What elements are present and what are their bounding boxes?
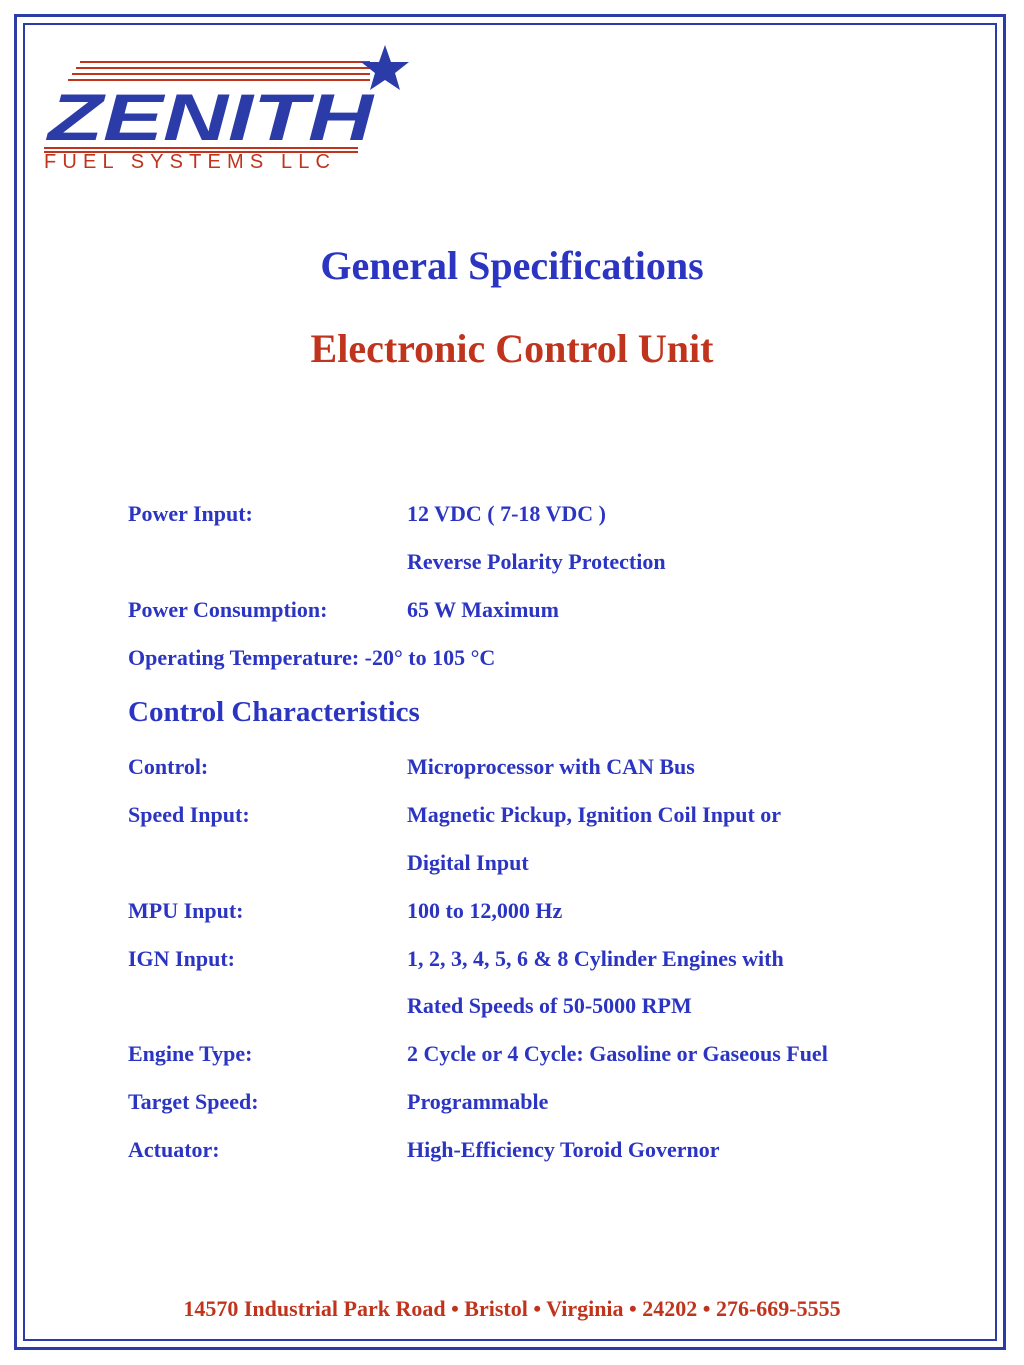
spec-label: Operating Temperature: -20° to 105 °C [128, 645, 496, 670]
control-label: Control: [128, 754, 209, 779]
spec-label: Power Consumption: [128, 597, 328, 622]
control-value: Programmable [407, 1089, 549, 1114]
control-value: Magnetic Pickup, Ignition Coil Input or [407, 802, 782, 827]
spec-value: 65 W Maximum [407, 597, 559, 622]
control-label: Actuator: [128, 1137, 220, 1162]
control-value: 2 Cycle or 4 Cycle: Gasoline or Gaseous Fuel [407, 1041, 828, 1066]
control-value: Digital Input [407, 850, 529, 875]
spec-value: 12 VDC ( 7-18 VDC ) [407, 501, 607, 526]
control-value: High-Efficiency Toroid Governor [407, 1137, 720, 1162]
logo-brand: ZENITH [45, 80, 375, 154]
section-title: Control Characteristics [128, 696, 420, 728]
control-label: Target Speed: [128, 1089, 259, 1114]
control-value: Rated Speeds of 50-5000 RPM [407, 993, 692, 1018]
logo-tagline: FUEL SYSTEMS LLC [44, 151, 330, 173]
spec-value: Reverse Polarity Protection [407, 549, 666, 574]
control-label: IGN Input: [128, 946, 235, 971]
page-title: General Specifications [320, 243, 704, 288]
page-subtitle: Electronic Control Unit [310, 326, 714, 371]
control-label: Engine Type: [128, 1041, 253, 1066]
control-value: 1, 2, 3, 4, 5, 6 & 8 Cylinder Engines with [407, 946, 784, 971]
control-label: MPU Input: [128, 898, 244, 923]
spec-label: Power Input: [128, 501, 253, 526]
control-value: 100 to 12,000 Hz [407, 898, 563, 923]
control-value: Microprocessor with CAN Bus [407, 754, 695, 779]
zenith-logo [40, 40, 420, 180]
control-label: Speed Input: [128, 802, 250, 827]
footer-address: 14570 Industrial Park Road • Bristol • Virginia • 24202 • 276-669-5555 [183, 1296, 841, 1321]
